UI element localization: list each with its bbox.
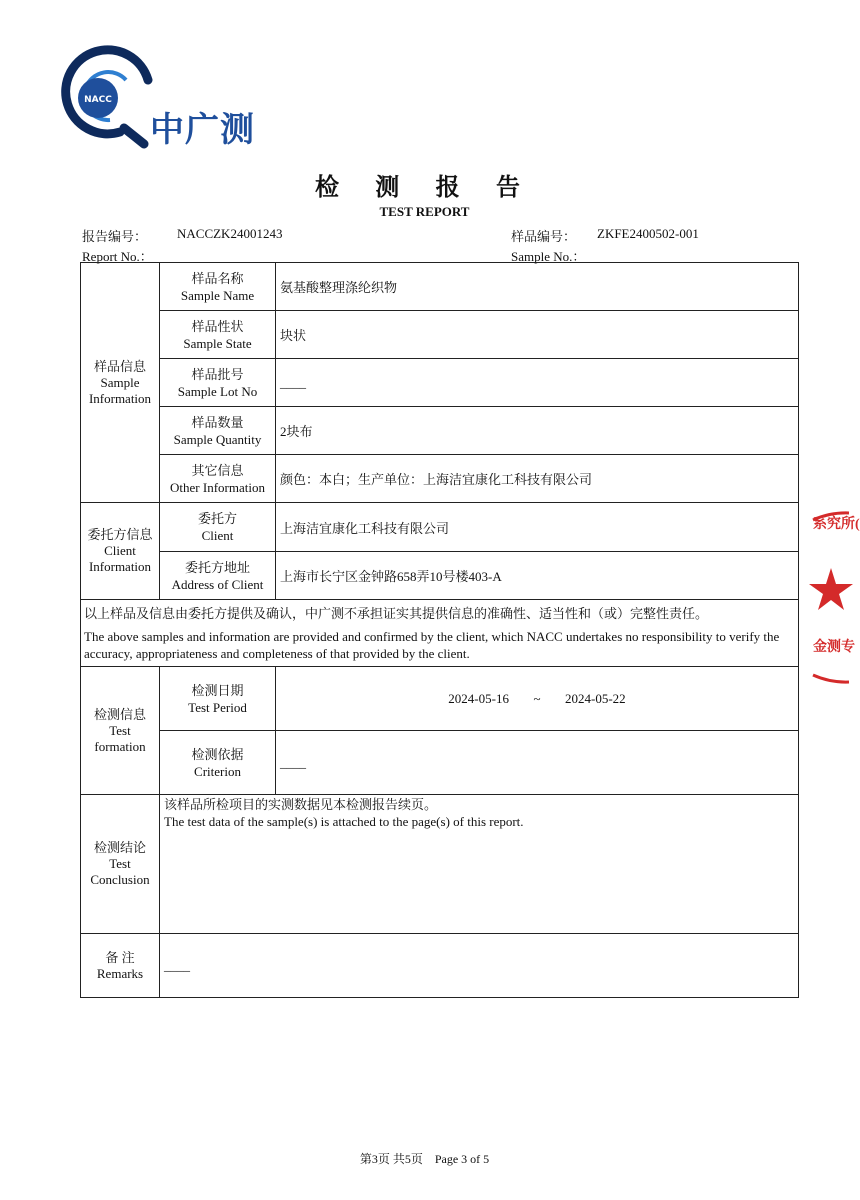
client-address-label: 委托方地址 Address of Client — [160, 552, 276, 600]
test-period-value: 2024-05-16 ~ 2024-05-22 — [276, 667, 799, 731]
stamp-text-bottom: 金测专 — [813, 640, 855, 655]
report-no-label-en: Report No.： — [82, 249, 153, 264]
report-no-value: NACCZK24001243 — [177, 226, 283, 241]
sample-name-value: 氨基酸整理涤纶织物 — [276, 263, 799, 311]
table-row — [81, 600, 799, 667]
report-title-en: TEST REPORT — [379, 204, 470, 219]
sample-no-label-en: Sample No.： — [511, 249, 586, 264]
table-row — [81, 311, 799, 359]
criterion-value: ____ — [276, 731, 799, 795]
table-row — [81, 731, 799, 795]
test-info-section: 检测信息 Test formation — [81, 667, 160, 795]
sample-state-label: 样品性状 Sample State — [160, 311, 276, 359]
logo-badge: NACC — [84, 95, 112, 105]
table-row — [81, 263, 799, 311]
table-row — [81, 552, 799, 600]
sample-name-label: 样品名称 Sample Name — [160, 263, 276, 311]
disclaimer-cn: 以上样品及信息由委托方提供及确认，中广测不承担证实其提供信息的准确性、适当性和（或）完整性责任。 — [84, 605, 709, 621]
sample-state-value: 块状 — [276, 311, 799, 359]
client-value: 上海洁宜康化工科技有限公司 — [276, 503, 799, 552]
test-period-label: 检测日期 Test Period — [160, 667, 276, 731]
sample-lot-label: 样品批号 Sample Lot No — [160, 359, 276, 407]
sample-lot-value: ____ — [276, 359, 799, 407]
disclaimer-en: The above samples and information are provided and confirmed by the client, which NACC undertakes no responsibility to verify the accuracy, appropriateness and completeness of that provided by the client. — [84, 628, 780, 661]
stamp-text-top: 系究所( — [813, 517, 860, 532]
page-footer — [0, 1150, 849, 1167]
page-number-en: Page 3 of 5 — [434, 1152, 490, 1166]
stamp-star-icon — [809, 568, 853, 610]
table-row — [81, 667, 799, 731]
sample-quantity-value: 2块布 — [276, 407, 799, 455]
table-row — [81, 407, 799, 455]
table-row — [81, 359, 799, 407]
remarks-section: 备 注 Remarks — [81, 934, 160, 998]
client-info-section: 委托方信息 Client Information — [81, 503, 160, 600]
report-table — [80, 262, 799, 998]
page-number-cn: 第3页 共5页 — [359, 1152, 423, 1166]
other-info-label: 其它信息 Other Information — [160, 455, 276, 503]
report-title-cn: 检 测 报 告 — [314, 172, 535, 201]
table-row — [81, 934, 799, 998]
official-stamp — [811, 510, 849, 685]
other-info-value: 颜色：本白；生产单位：上海洁宜康化工科技有限公司 — [276, 455, 799, 503]
table-row — [81, 455, 799, 503]
client-address-value: 上海市长宁区金钟路658弄10号楼403-A — [276, 552, 799, 600]
table-row — [81, 795, 799, 934]
remarks-value: ____ — [160, 934, 799, 998]
disclaimer-notice — [81, 600, 799, 667]
logo-name: 中广测 — [150, 110, 255, 150]
criterion-label: 检测依据 Criterion — [160, 731, 276, 795]
report-no-label-cn: 报告编号： — [82, 229, 148, 244]
client-label: 委托方 Client — [160, 503, 276, 552]
sample-no-label-cn: 样品编号： — [511, 229, 577, 244]
sample-no-value: ZKFE2400502-001 — [597, 226, 699, 241]
conclusion-value: 该样品所检项目的实测数据见本检测报告续页。 The test data of the sample(s) is attached to the page(s) of this report. — [160, 795, 799, 934]
table-row — [81, 503, 799, 552]
sample-info-section: 样品信息 Sample Information — [81, 263, 160, 503]
sample-quantity-label: 样品数量 Sample Quantity — [160, 407, 276, 455]
conclusion-section: 检测结论 Test Conclusion — [81, 795, 160, 934]
